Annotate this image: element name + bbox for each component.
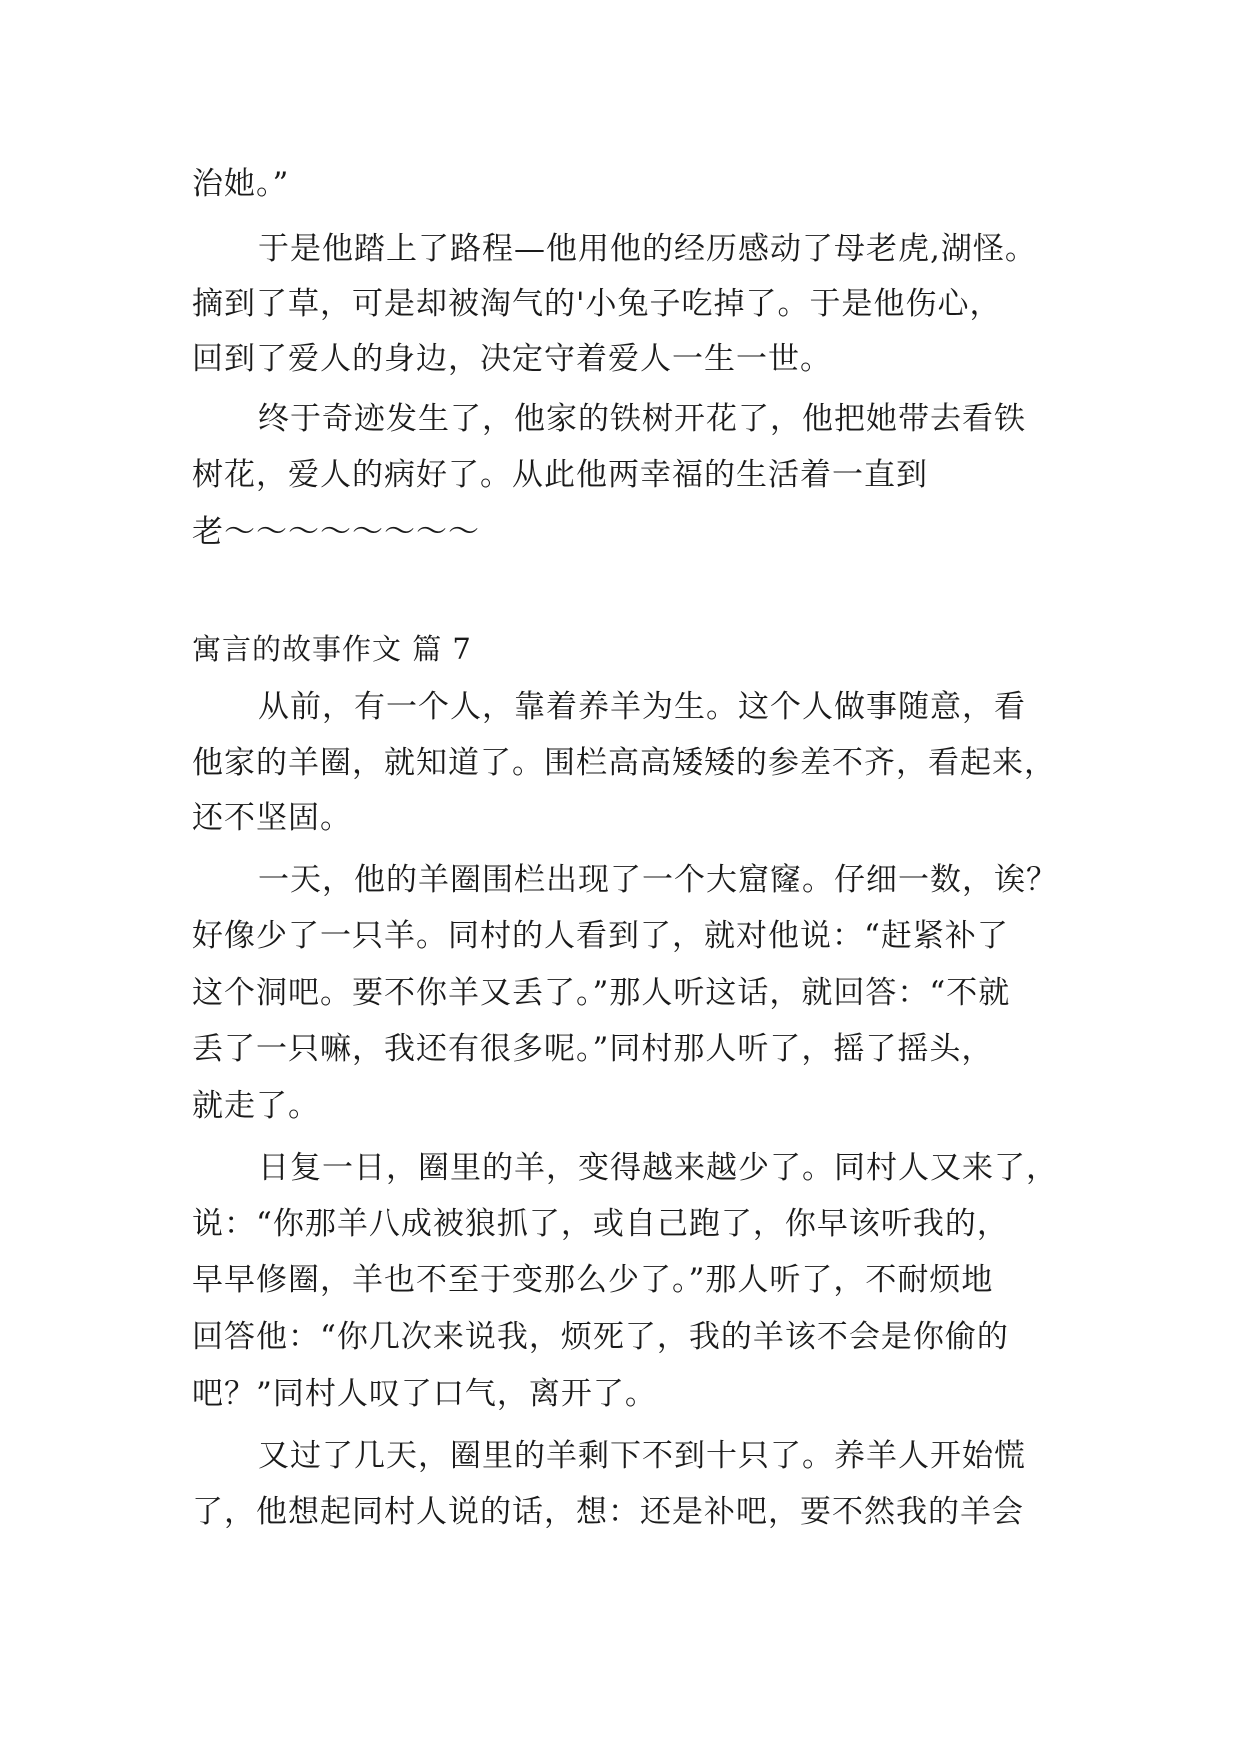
text-line: 他家的羊圈，就知道了。围栏高高矮矮的参差不齐，看起来， — [192, 745, 1056, 781]
paragraph — [192, 689, 1052, 725]
paragraph-continued — [192, 457, 1052, 493]
paragraph-continued — [192, 1494, 1052, 1530]
paragraph-continued — [192, 1206, 1052, 1242]
text-line: 于是他踏上了路程—他用他的经历感动了母老虎,湖怪。 — [258, 231, 1037, 267]
text-line: 老～～～～～～～～ — [192, 514, 480, 550]
text-line: 丢了一只嘛，我还有很多呢。”同村那人听了，摇了摇头， — [192, 1031, 994, 1067]
section-title: 寓言的故事作文 篇 7 — [192, 632, 472, 666]
paragraph-continued — [192, 975, 1052, 1011]
section-heading — [192, 632, 1052, 666]
text-line: 早早修圈，羊也不至于变那么少了。”那人听了，不耐烦地 — [192, 1262, 994, 1298]
paragraph — [192, 1438, 1052, 1474]
text-line: 回答他：“你几次来说我，烦死了，我的羊该不会是你偷的 — [192, 1319, 1009, 1355]
paragraph-continued — [192, 1031, 1052, 1067]
text-line: 摘到了草，可是却被淘气的'小兔子吃掉了。于是他伤心， — [192, 286, 1002, 322]
text-line: 吧？”同村人叹了口气，离开了。 — [192, 1376, 657, 1412]
paragraph — [192, 231, 1052, 267]
paragraph-continued — [192, 514, 1052, 550]
text-line: 又过了几天，圈里的羊剩下不到十只了。养羊人开始慌 — [258, 1438, 1026, 1474]
paragraph-continued — [192, 745, 1056, 781]
text-line: 还不坚固。 — [192, 800, 352, 836]
text-line: 树花，爱人的病好了。从此他两幸福的生活着一直到 — [192, 457, 928, 493]
text-line: 就走了。 — [192, 1088, 320, 1124]
text-line: 治她。” — [192, 166, 290, 202]
paragraph-continued — [192, 286, 1052, 322]
paragraph-continued — [192, 341, 1052, 377]
paragraph-continued — [192, 800, 1052, 836]
text-line: 日复一日，圈里的羊，变得越来越少了。同村人又来了， — [258, 1150, 1058, 1186]
text-line: 说：“你那羊八成被狼抓了，或自己跑了，你早该听我的， — [192, 1206, 1009, 1242]
paragraph — [192, 401, 1052, 437]
paragraph — [192, 862, 1058, 898]
text-line: 这个洞吧。要不你羊又丢了。”那人听这话，就回答：“不就 — [192, 975, 1011, 1011]
text-line: 终于奇迹发生了，他家的铁树开花了，他把她带去看铁 — [258, 401, 1026, 437]
paragraph-continued — [192, 1262, 1052, 1298]
paragraph-continued — [192, 918, 1052, 954]
paragraph-continued — [192, 1376, 1052, 1412]
continuation-text — [192, 166, 1052, 202]
text-line: 回到了爱人的身边，决定守着爱人一生一世。 — [192, 341, 832, 377]
text-line: 了，他想起同村人说的话，想：还是补吧，要不然我的羊会 — [192, 1494, 1024, 1530]
text-line: 一天，他的羊圈围栏出现了一个大窟窿。仔细一数，诶？ — [258, 862, 1058, 898]
paragraph-continued — [192, 1088, 1052, 1124]
text-line: 好像少了一只羊。同村的人看到了，就对他说：“赶紧补了 — [192, 918, 1009, 954]
text-line: 从前，有一个人，靠着养羊为生。这个人做事随意，看 — [258, 689, 1026, 725]
paragraph — [192, 1150, 1058, 1186]
paragraph-continued — [192, 1319, 1052, 1355]
